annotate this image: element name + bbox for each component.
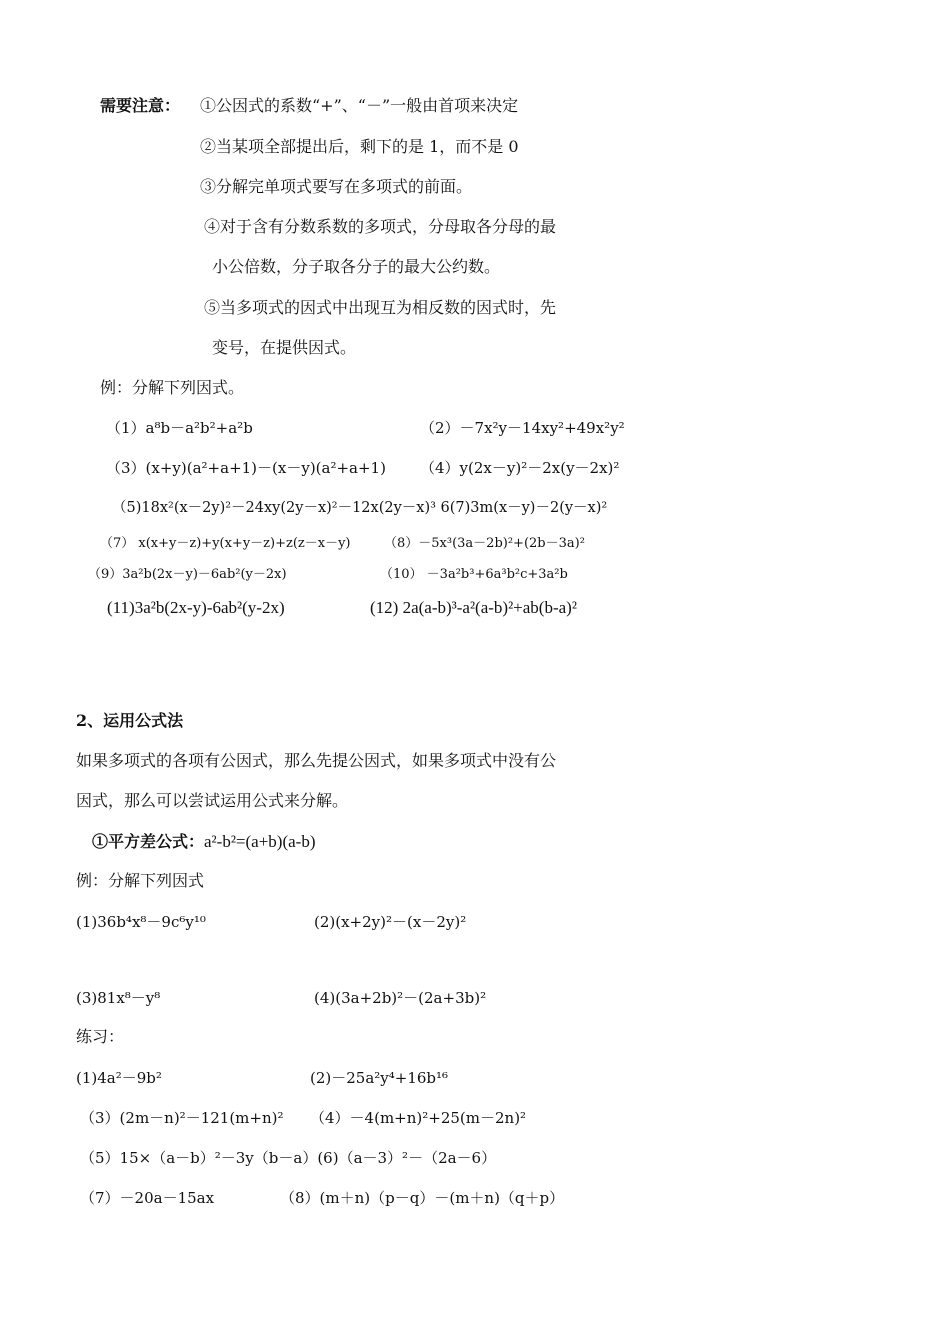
formula: a²-b²=(a+b)(a-b) xyxy=(204,832,316,851)
practice-1: (1)4a²－9b² xyxy=(76,1069,162,1087)
problem-12: (12) 2a(a-b)³-a²(a-b)²+ab(b-a)² xyxy=(370,598,577,617)
notes-heading: 需要注意： xyxy=(100,96,181,115)
example-2-item-4: (4)(3a+2b)²－(2a+3b)² xyxy=(314,989,487,1007)
example-2-title: 例：分解下列因式 xyxy=(76,871,205,890)
practice-2: (2)－25a²y⁴+16b¹⁶ xyxy=(310,1069,449,1087)
example-2-item-3: (3)81x⁸－y⁸ xyxy=(76,989,161,1007)
problem-2: （2）－7x²y－14xy²+49x²y² xyxy=(420,419,625,437)
section-2-heading: 2、运用公式法 xyxy=(76,711,184,730)
formula-label: ①平方差公式： xyxy=(92,832,205,851)
practice-3: （3）(2m－n)²－121(m+n)² xyxy=(80,1109,284,1127)
section-2-paragraph-line-2: 因式，那么可以尝试运用公式来分解。 xyxy=(76,791,349,810)
difference-of-squares-line xyxy=(92,832,316,852)
problem-10: （10） －3a²b³+6a³b²c+3a²b xyxy=(380,567,568,582)
note-5-line-2: 变号，在提供因式。 xyxy=(212,338,357,357)
problem-7: （7） x(x+y－z)+y(x+y－z)+z(z－x－y) xyxy=(100,536,351,551)
problem-1: （1）a⁸b－a²b²+a²b xyxy=(106,419,253,437)
note-3: ③分解完单项式要写在多项式的前面。 xyxy=(200,177,473,196)
practice-8: （8）(m＋n)（p－q）－(m＋n)（q＋p） xyxy=(280,1189,565,1207)
problem-3: （3）(x+y)(a²+a+1)－(x－y)(a²+a+1) xyxy=(106,459,386,477)
practice-5-6: （5）15×（a－b）²－3y（b－a）(6)（a－3）²－（2a－6） xyxy=(80,1149,497,1167)
practice-7: （7）－20a－15ax xyxy=(80,1189,215,1207)
problem-5-6: （5)18x²(x－2y)²－24xy(2y－x)²－12x(2y－x)³ 6(7)3m(x－y)－2(y－x)² xyxy=(112,500,608,516)
note-4-line-2: 小公倍数，分子取各分子的最大公约数。 xyxy=(212,257,501,276)
note-1: ①公因式的系数“+”、“－”一般由首项来决定 xyxy=(200,96,519,115)
practice-4: （4）－4(m+n)²+25(m－2n)² xyxy=(310,1109,527,1127)
problem-9: （9）3a²b(2x－y)－6ab²(y－2x) xyxy=(88,567,287,582)
example-2-item-1: (1)36b⁴x⁸－9c⁶y¹⁰ xyxy=(76,913,206,931)
example-1-title: 例：分解下列因式。 xyxy=(100,378,245,397)
problem-4: （4）y(2x－y)²－2x(y－2x)² xyxy=(420,459,620,477)
section-2-paragraph-line-1: 如果多项式的各项有公因式，那么先提公因式，如果多项式中没有公 xyxy=(76,751,557,770)
example-2-item-2: (2)(x+2y)²－(x－2y)² xyxy=(314,913,467,931)
problem-8: （8）－5x³(3a－2b)²+(2b－3a)² xyxy=(384,536,585,551)
note-4-line-1: ④对于含有分数系数的多项式，分母取各分母的最 xyxy=(204,217,557,236)
problem-11: (11)3a²b(2x-y)-6ab²(y-2x) xyxy=(107,598,285,617)
practice-title: 练习： xyxy=(76,1027,125,1046)
note-5-line-1: ⑤当多项式的因式中出现互为相反数的因式时，先 xyxy=(204,298,557,317)
note-2: ②当某项全部提出后，剩下的是 1，而不是 0 xyxy=(200,137,519,156)
